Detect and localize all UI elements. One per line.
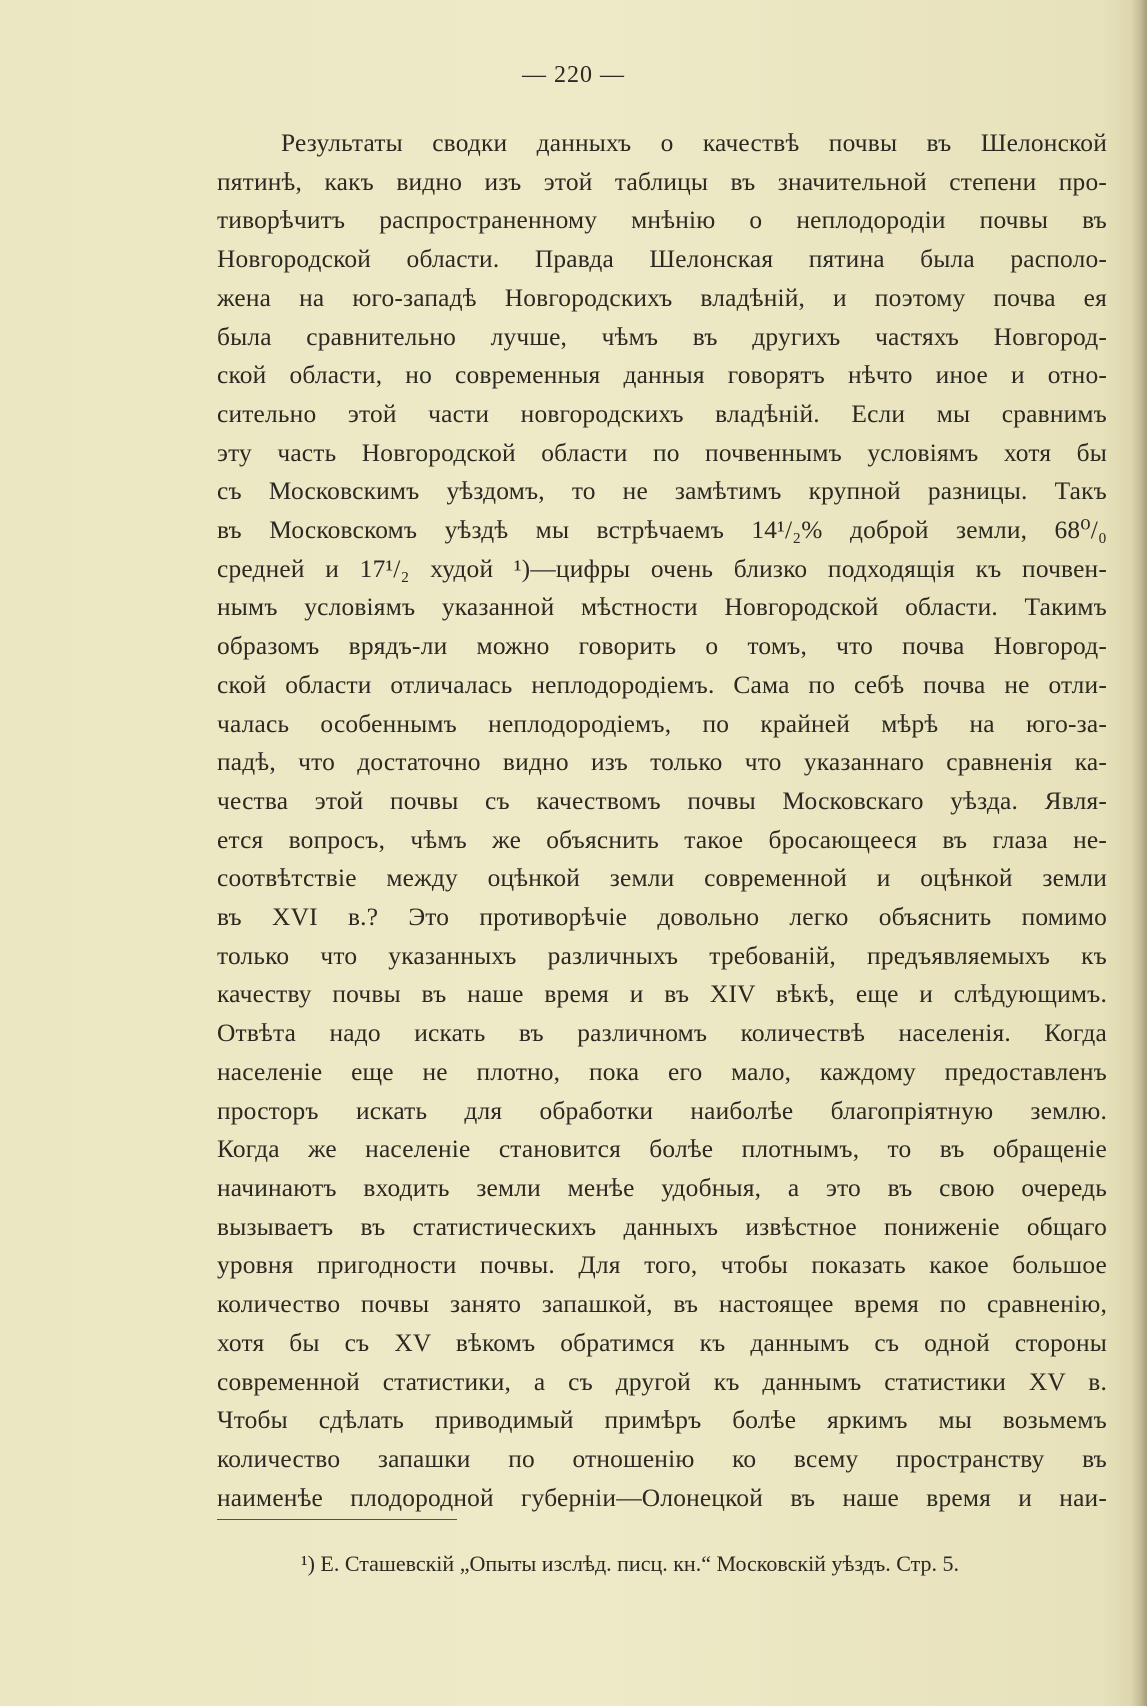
text-line: современной статистики, а съ другой къ даннымъ статистики XV в. <box>217 1367 1107 1396</box>
text-line: соотвѣтствіе между оцѣнкой земли современной и оцѣнкой земли <box>217 864 1107 893</box>
text-line: Новгородской области. Правда Шелонская пятина была располо- <box>217 245 1107 274</box>
text-line: начинаютъ входить земли менѣе удобныя, а это въ свою очередь <box>217 1173 1107 1202</box>
page-edge-shadow <box>1131 0 1147 1706</box>
text-line: тиворѣчитъ распространенному мнѣнію о неплодородіи почвы въ <box>217 206 1107 235</box>
text-line: чества этой почвы съ качествомъ почвы Московскаго уѣзда. Явля- <box>217 786 1107 815</box>
text-line: пятинѣ, какъ видно изъ этой таблицы въ значительной степени про- <box>217 167 1107 196</box>
text-line: нымъ условіямъ указанной мѣстности Новгородской области. Такимъ <box>217 593 1107 622</box>
text-line: жена на юго-западѣ Новгородскихъ владѣній, и поэтому почва ея <box>217 283 1107 312</box>
text-line: только что указанныхъ различныхъ требованій, предъявляемыхъ къ <box>217 941 1107 970</box>
text-line: хотя бы съ XV вѣкомъ обратимся къ даннымъ съ одной стороны <box>217 1328 1107 1357</box>
text-line: ской области, но современныя данныя говорятъ нѣчто иное и отно- <box>217 361 1107 390</box>
text-line: Чтобы сдѣлать приводимый примѣръ болѣе яркимъ мы возьмемъ <box>217 1406 1107 1435</box>
text-line: ется вопросъ, чѣмъ же объяснить такое бросающееся въ глаза не- <box>217 825 1107 854</box>
text-line: падѣ, что достаточно видно изъ только что указаннаго сравненія ка- <box>217 748 1107 777</box>
text-line: качеству почвы въ наше время и въ XIV вѣкѣ, еще и слѣдующимъ. <box>217 980 1107 1009</box>
text-line: ской области отличалась неплодородіемъ. Сама по себѣ почва не отли- <box>217 670 1107 699</box>
text-line: въ Московскомъ уѣздѣ мы встрѣчаемъ 14¹/₂% доброй земли, 68⁰/₀ <box>217 516 1107 545</box>
text-line: уровня пригодности почвы. Для того, чтобы показать какое большое <box>217 1251 1107 1280</box>
page-number: — 220 — <box>522 62 625 88</box>
text-line: Результаты сводки данныхъ о качествѣ почвы въ Шелонской <box>281 129 1107 157</box>
text-line: просторъ искать для обработки наиболѣе благопріятную землю. <box>217 1096 1107 1125</box>
body-paragraph <box>217 124 1107 1517</box>
text-line: съ Московскимъ уѣздомъ, то не замѣтимъ крупной разницы. Такъ <box>217 477 1107 506</box>
text-line: Когда же населеніе становится болѣе плотнымъ, то въ обращеніе <box>217 1135 1107 1164</box>
text-line: количество запашки по отношенію ко всему пространству въ <box>217 1444 1107 1473</box>
text-line: чалась особеннымъ неплодородіемъ, по крайней мѣрѣ на юго-за- <box>217 709 1107 738</box>
text-line: Отвѣта надо искать въ различномъ количествѣ населенія. Когда <box>217 1019 1107 1048</box>
text-line: населеніе еще не плотно, пока его мало, каждому предоставленъ <box>217 1057 1107 1086</box>
text-line: вызываетъ въ статистическихъ данныхъ извѣстное пониженіе общаго <box>217 1212 1107 1241</box>
text-line: средней и 17¹/₂ худой ¹)—цифры очень близко подходящія къ почвен- <box>217 554 1107 583</box>
footnote: ¹) Е. Сташевскій „Опыты изслѣд. писц. кн.“ Московскій уѣздъ. Стр. 5. <box>301 1551 960 1576</box>
text-line: была сравнительно лучше, чѣмъ въ другихъ частяхъ Новгород- <box>217 322 1107 351</box>
text-line: сительно этой части новгородскихъ владѣній. Если мы сравнимъ <box>217 399 1107 428</box>
text-line: наименѣе плодородной губерніи—Олонецкой въ наше время и наи- <box>217 1483 1107 1512</box>
text-line: образомъ врядъ-ли можно говорить о томъ, что почва Новгород- <box>217 632 1107 661</box>
text-line: эту часть Новгородской области по почвеннымъ условіямъ хотя бы <box>217 438 1107 467</box>
footnote-divider <box>217 1519 457 1520</box>
text-line: количество почвы занято запашкой, въ настоящее время по сравненію, <box>217 1290 1107 1319</box>
text-line: въ XVI в.? Это противорѣчіе довольно легко объяснить помимо <box>217 903 1107 932</box>
